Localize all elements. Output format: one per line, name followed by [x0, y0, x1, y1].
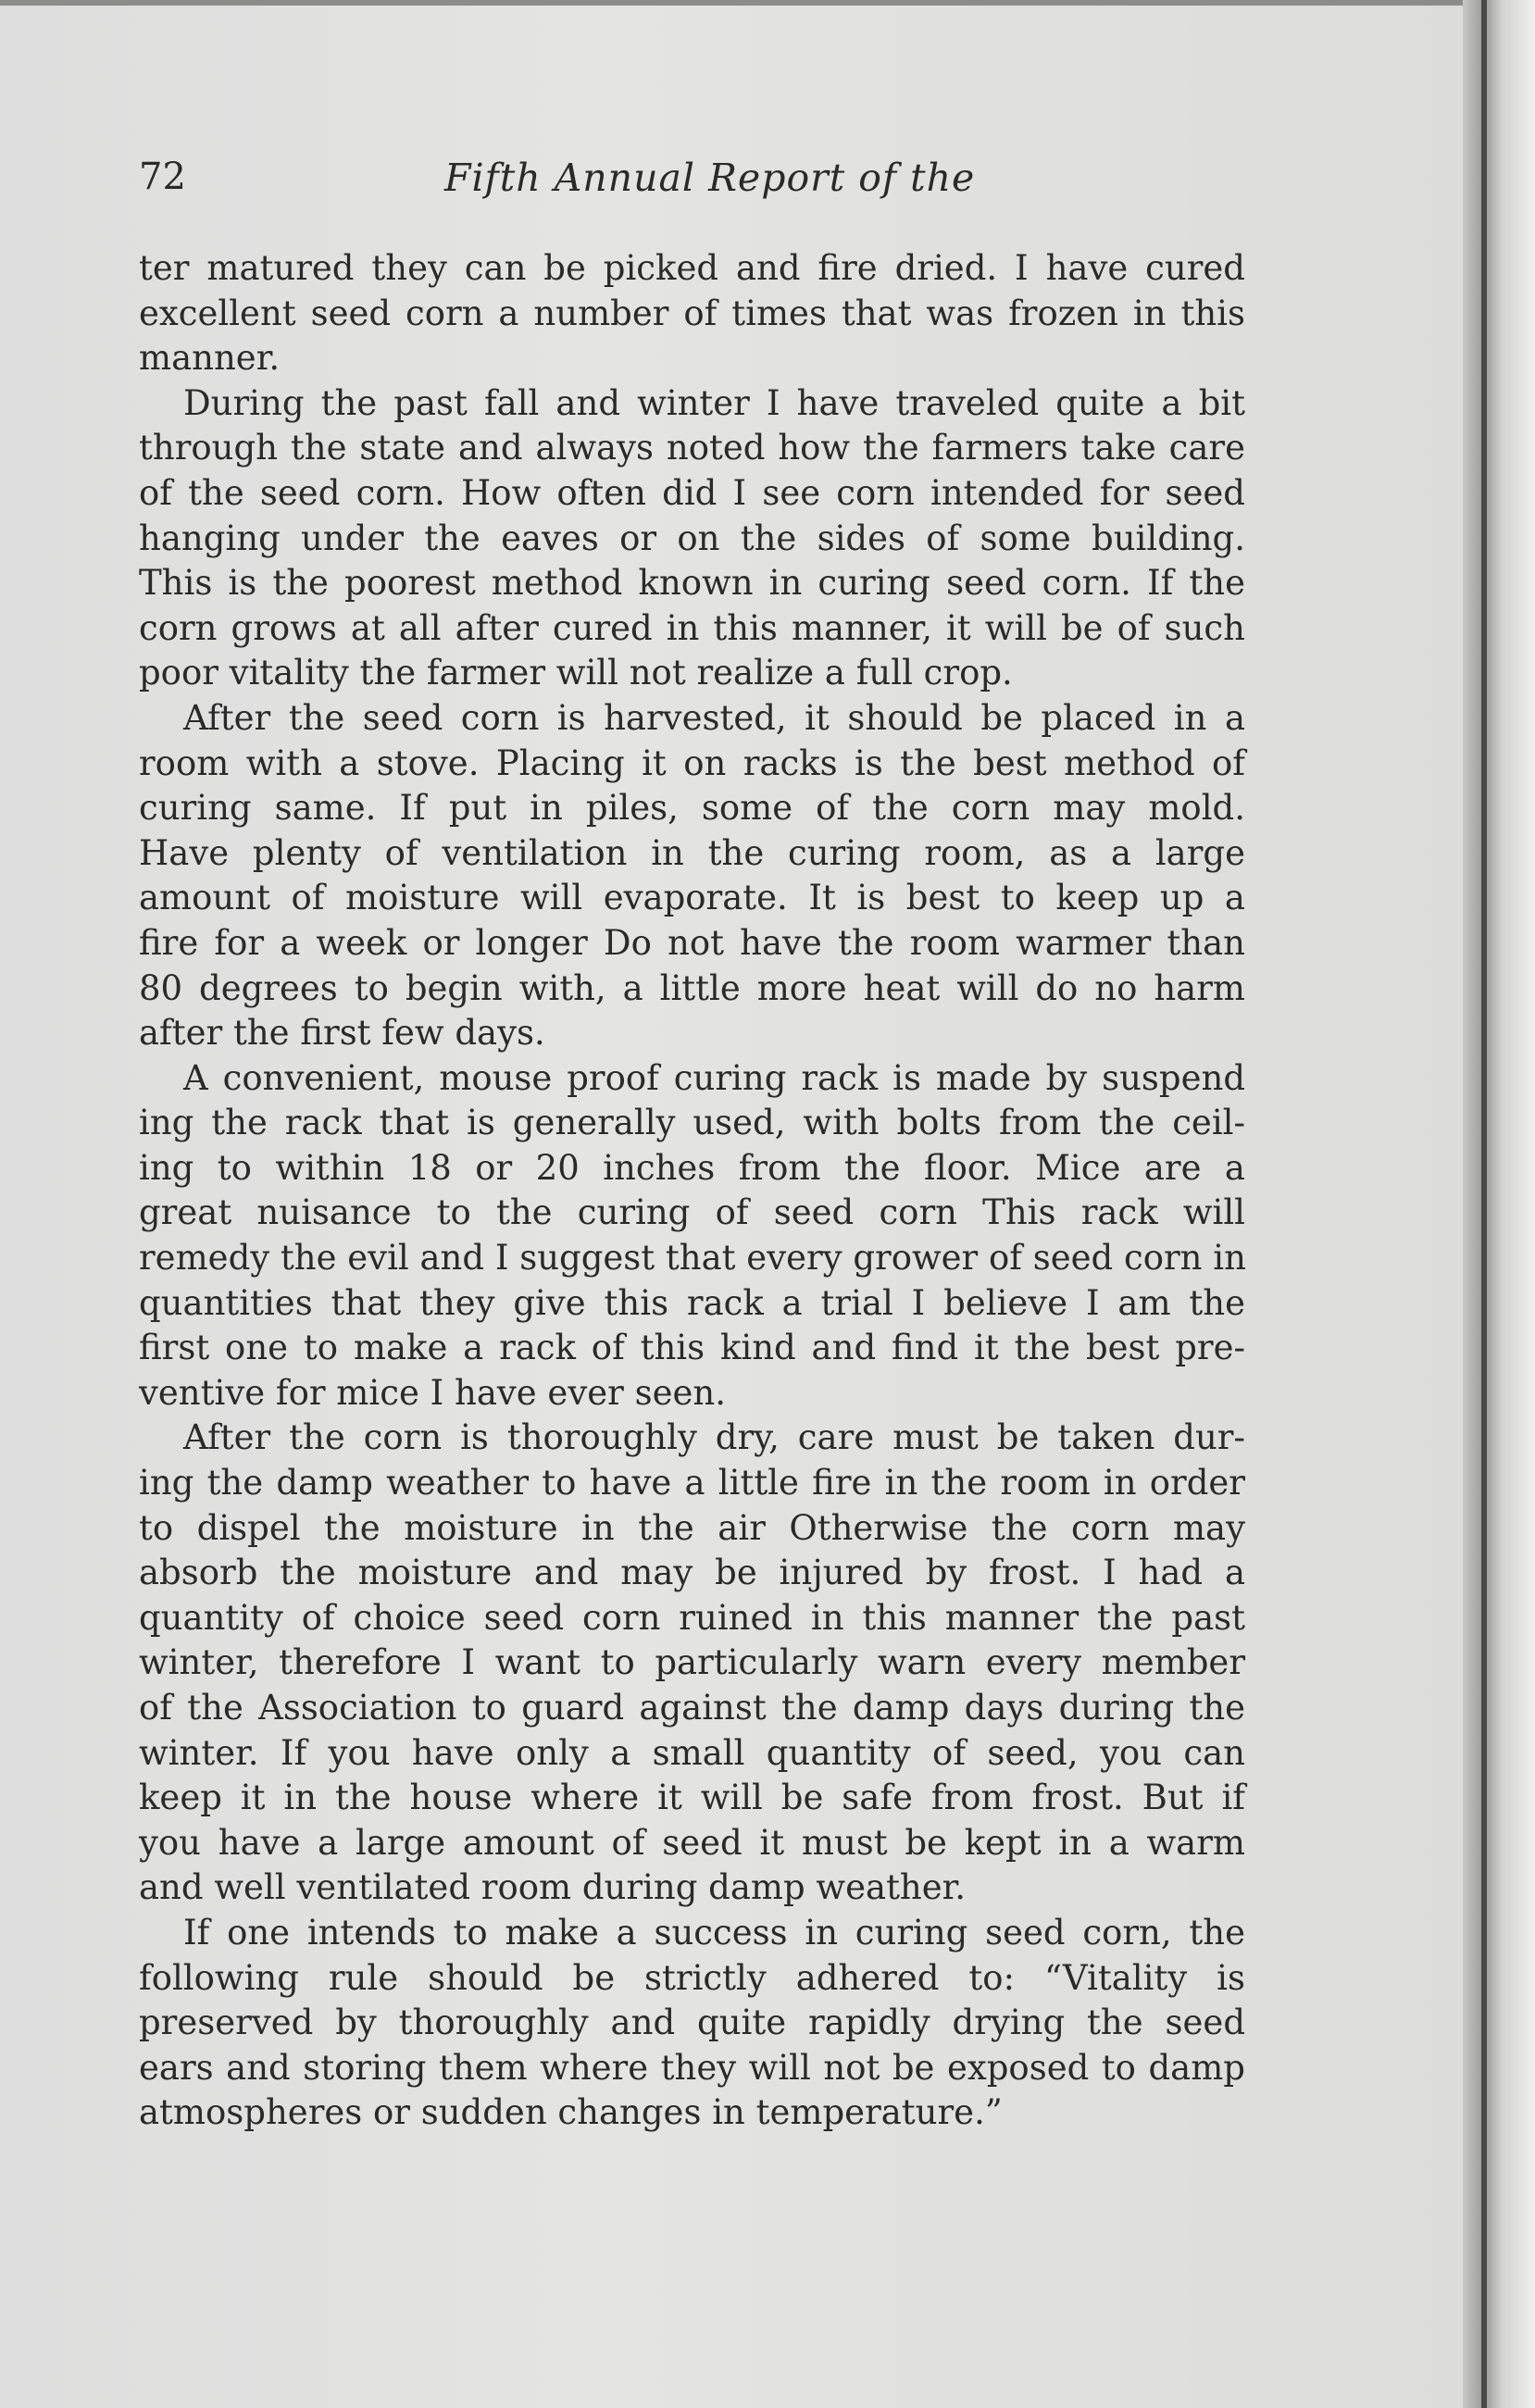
text-line: of the seed corn. How often did I see corn intended for seed: [139, 472, 1245, 513]
book-gutter: [1463, 0, 1535, 2408]
text-line: keep it in the house where it will be safe from frost. But if: [139, 1778, 1245, 1818]
paragraph: [139, 381, 1245, 696]
text-line: following rule should be strictly adhered to: “Vitality is: [139, 1957, 1245, 1998]
text-line: ing the rack that is generally used, with bolts from the ceil-: [139, 1103, 1245, 1143]
body-text: [139, 246, 1245, 2136]
text-line: poor vitality the farmer will not realize a full crop.: [139, 653, 1013, 693]
text-line: quantity of choice seed corn ruined in this manner the past: [139, 1597, 1245, 1638]
page-header: [139, 156, 1250, 211]
text-line: ing the damp weather to have a little fire in the room in order: [139, 1463, 1245, 1503]
scan-top-edge: [0, 0, 1491, 6]
text-line: absorb the moisture and may be injured by frost. I had a: [139, 1553, 1245, 1593]
text-line: winter. If you have only a small quantity of seed, you can: [139, 1732, 1245, 1773]
text-line: excellent seed corn a number of times that was frozen in this: [139, 293, 1245, 333]
text-line: 80 degrees to begin with, a little more heat will do no harm: [139, 967, 1245, 1008]
paragraph: [139, 1911, 1245, 2136]
text-line: and well ventilated room during damp weather.: [139, 1867, 967, 1908]
text-line: first one to make a rack of this kind and find it the best pre-: [139, 1328, 1245, 1368]
text-line: If one intends to make a success in curing seed corn, the: [183, 1912, 1245, 1953]
text-line: of the Association to guard against the damp days during the: [139, 1688, 1245, 1728]
text-line: to dispel the moisture in the air Otherwise the corn may: [139, 1507, 1245, 1548]
text-line: hanging under the eaves or on the sides of some building.: [139, 518, 1245, 558]
text-line: atmospheres or sudden changes in temperature.”: [139, 2092, 1003, 2133]
text-line: Have plenty of ventilation in the curing room, as a large: [139, 832, 1245, 873]
text-line: ears and storing them where they will not be exposed to damp: [139, 2047, 1245, 2088]
paragraph: [139, 696, 1245, 1056]
text-line: ing to within 18 or 20 inches from the floor. Mice are a: [139, 1147, 1245, 1188]
text-line: fire for a week or longer Do not have the room warmer than: [139, 922, 1245, 963]
text-line: After the corn is thoroughly dry, care must be taken dur-: [183, 1417, 1245, 1458]
text-line: manner.: [139, 338, 281, 379]
page-number: 72: [139, 156, 186, 198]
text-line: ventive for mice I have ever seen.: [139, 1372, 726, 1413]
text-line: corn grows at all after cured in this manner, it will be of such: [139, 607, 1245, 648]
text-line: amount of moisture will evaporate. It is best to keep up a: [139, 878, 1245, 918]
text-line: ter matured they can be picked and fire dried. I have cured: [139, 248, 1245, 288]
text-line: winter, therefore I want to particularly warn every member: [139, 1642, 1245, 1683]
paragraph: [139, 246, 1245, 381]
text-line: you have a large amount of seed it must be kept in a warm: [139, 1822, 1245, 1863]
text-line: This is the poorest method known in curing seed corn. If the: [139, 563, 1245, 604]
text-line: preserved by thoroughly and quite rapidly drying the seed: [139, 2003, 1245, 2043]
text-line: During the past fall and winter I have traveled quite a bit: [183, 382, 1245, 423]
text-line: After the seed corn is harvested, it should be placed in a: [183, 697, 1245, 738]
running-head: Fifth Annual Report of the: [444, 156, 976, 200]
text-line: quantities that they give this rack a trial I believe I am the: [139, 1282, 1245, 1323]
paragraph: [139, 1056, 1245, 1416]
paragraph: [139, 1416, 1245, 1911]
text-line: room with a stove. Placing it on racks is the best method of: [139, 742, 1245, 783]
text-line: after the first few days.: [139, 1013, 545, 1054]
text-line: remedy the evil and I suggest that every grower of seed corn in: [139, 1238, 1246, 1279]
text-line: great nuisance to the curing of seed corn This rack will: [139, 1192, 1245, 1233]
text-line: curing same. If put in piles, some of the corn may mold.: [139, 788, 1245, 829]
book-gutter-edge: [1481, 0, 1487, 2408]
text-line: A convenient, mouse proof curing rack is made by suspend: [183, 1057, 1245, 1098]
text-line: through the state and always noted how the farmers take care: [139, 428, 1245, 468]
